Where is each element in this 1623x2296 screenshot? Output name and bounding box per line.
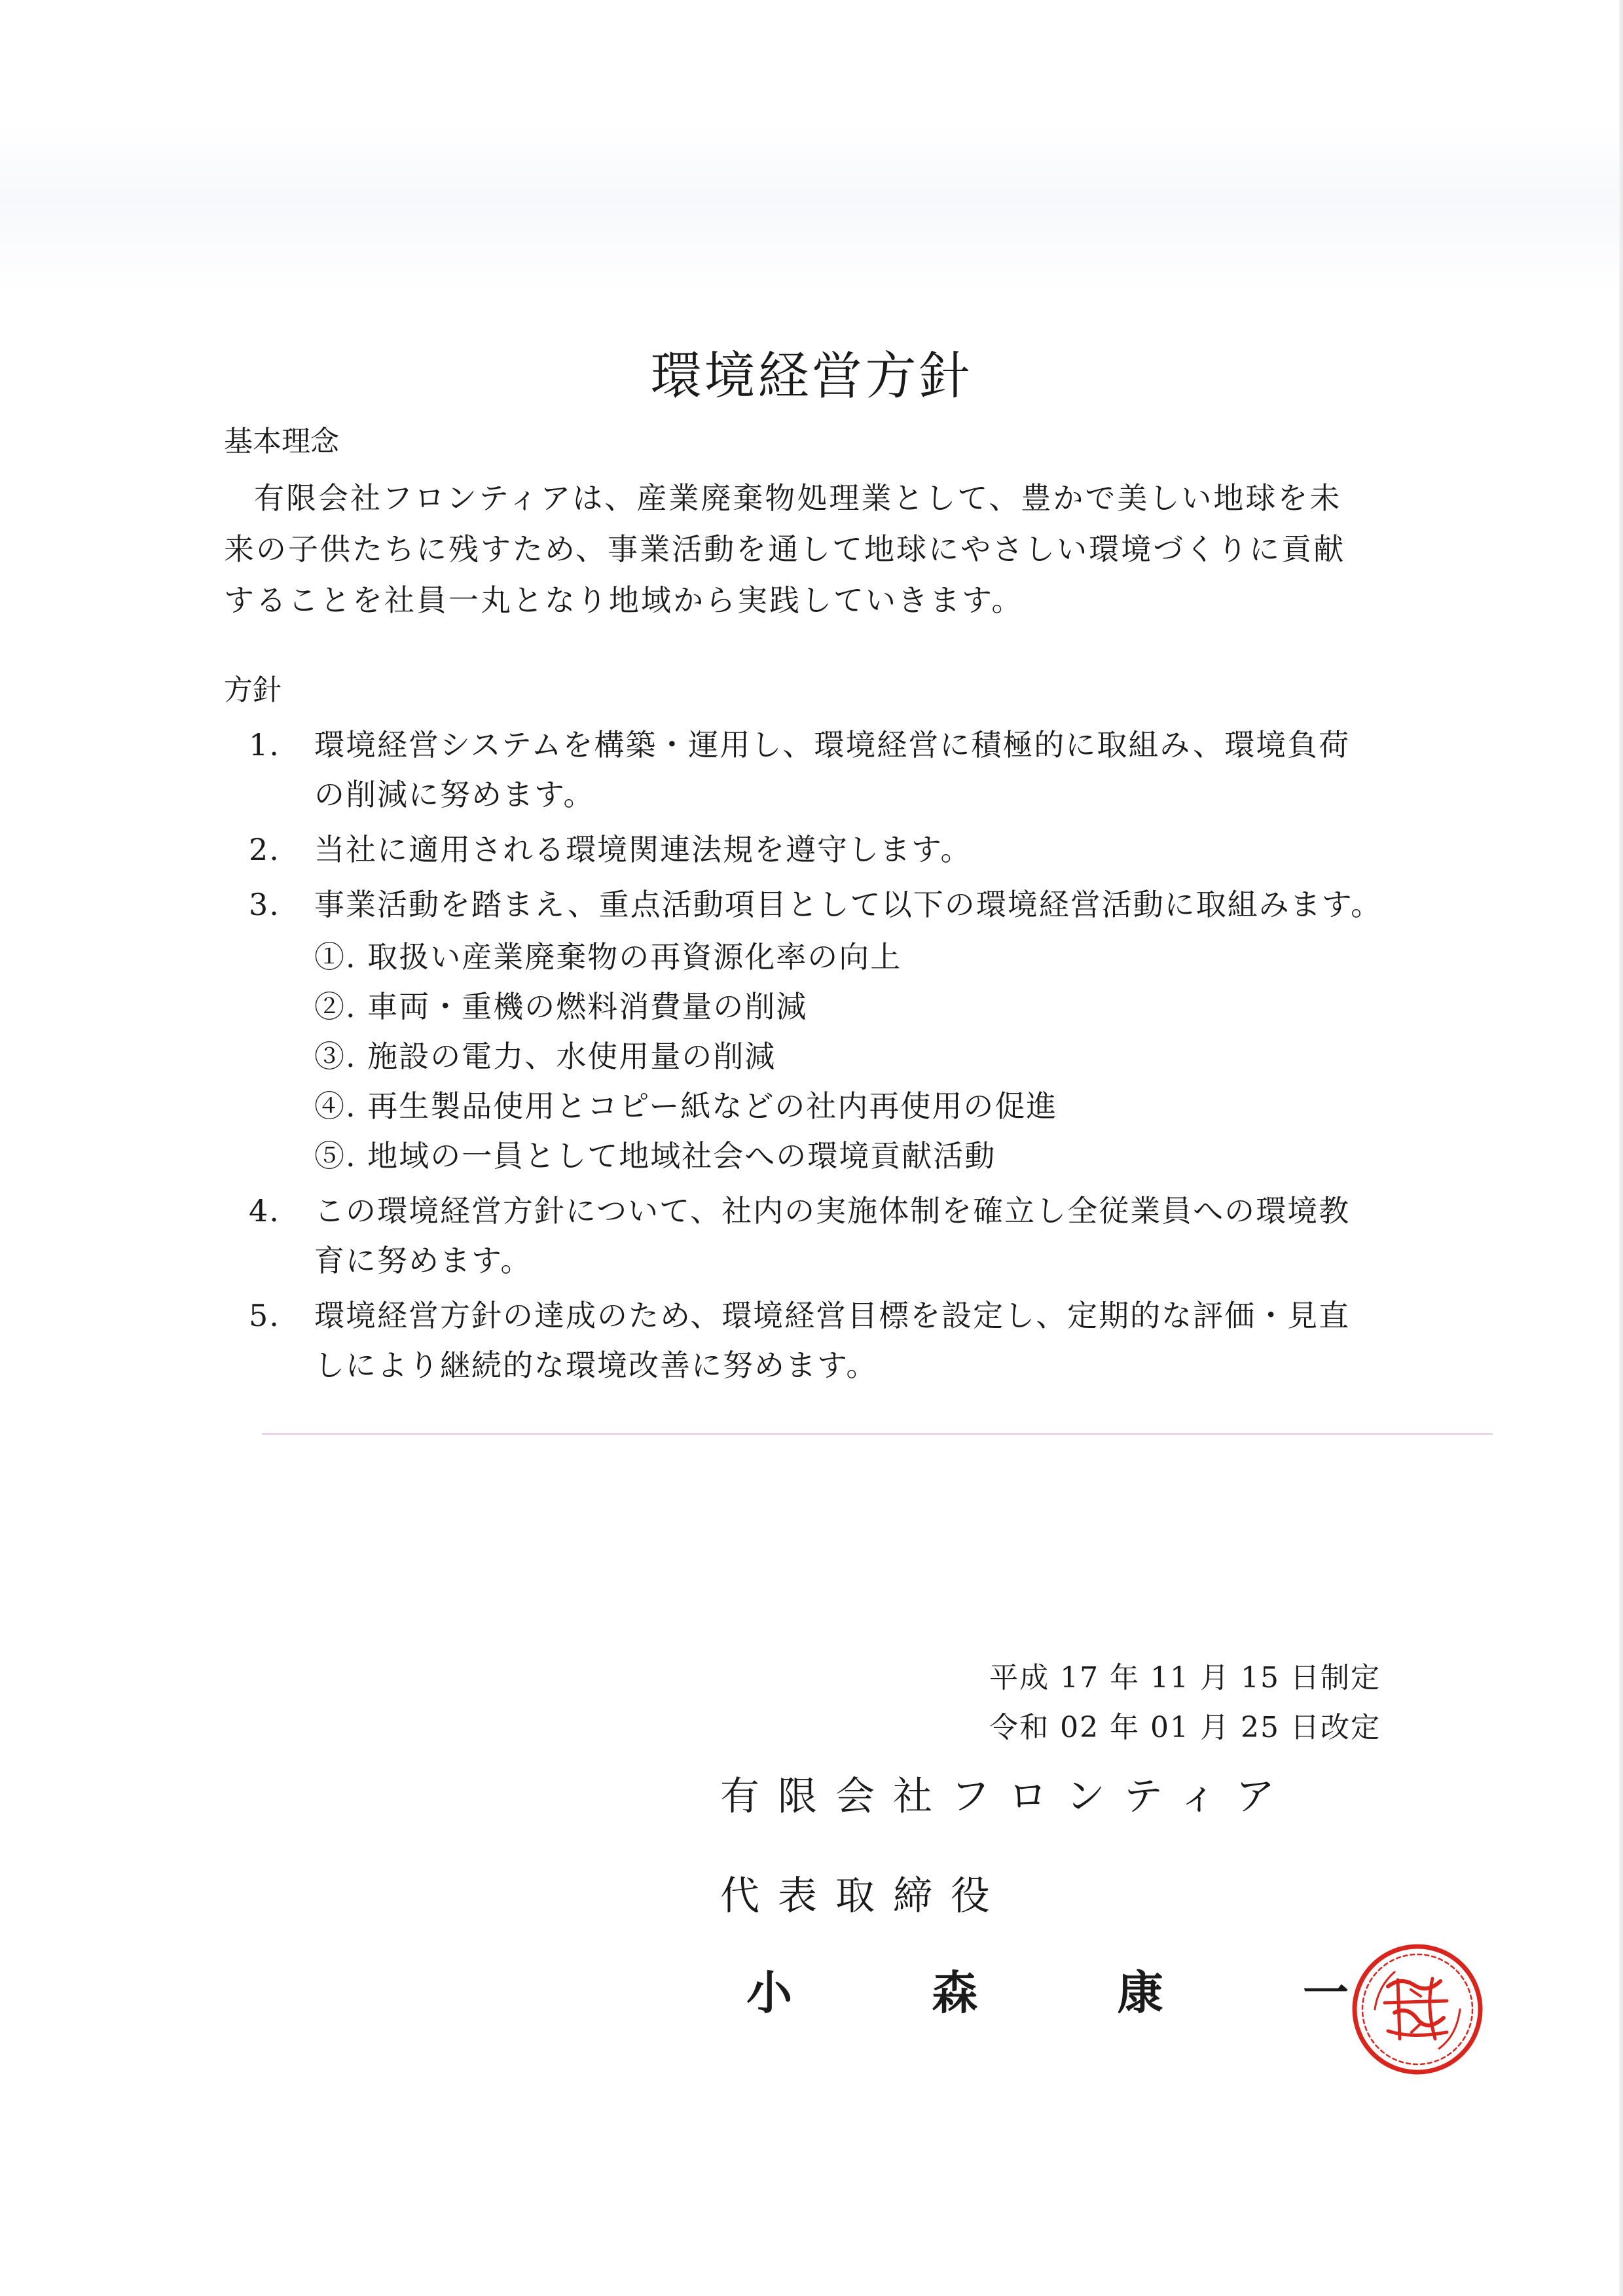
item-number: 2. bbox=[249, 832, 280, 867]
item-number: 3. bbox=[249, 887, 280, 922]
sub-list bbox=[314, 932, 1414, 1181]
policy-item-1 bbox=[249, 720, 1414, 819]
sub-item: ⑤. 地域の一員として地域社会への環境貢献活動 bbox=[314, 1138, 996, 1174]
policy-item-5 bbox=[249, 1291, 1414, 1390]
policy-list bbox=[249, 720, 1414, 1395]
sub-item: ①. 取扱い産業廃棄物の再資源化率の向上 bbox=[314, 939, 902, 975]
item-line: 環境経営方針の達成のため、環境経営目標を設定し、定期的な評価・見直 bbox=[314, 1298, 1351, 1333]
item-line: 育に努めます。 bbox=[314, 1243, 532, 1278]
sub-item: ③. 施設の電力、水使用量の削減 bbox=[314, 1039, 776, 1074]
representative-role: 代表取締役 bbox=[720, 1873, 1008, 1919]
philosophy-heading: 基本理念 bbox=[224, 425, 339, 458]
item-line: この環境経営方針について、社内の実施体制を確立し全従業員への環境教 bbox=[314, 1193, 1351, 1229]
revised-date: 令和 02 年 01 月 25 日改定 bbox=[989, 1711, 1381, 1744]
item-line: の削減に努めます。 bbox=[314, 777, 595, 812]
policy-item-2 bbox=[249, 825, 1414, 874]
policy-heading: 方針 bbox=[224, 673, 282, 707]
item-line: 当社に適用される環境関連法規を遵守します。 bbox=[314, 832, 972, 867]
item-number: 5. bbox=[249, 1298, 280, 1333]
philosophy-paragraph bbox=[224, 473, 1389, 626]
scan-artifact bbox=[0, 124, 1623, 295]
philosophy-line: 有限会社フロンティアは、産業廃棄物処理業として、豊かで美しい地球を未 bbox=[254, 480, 1342, 516]
name-char: 森 bbox=[932, 1965, 978, 2020]
policy-item-3 bbox=[249, 880, 1414, 1181]
policy-item-4 bbox=[249, 1186, 1414, 1285]
name-char: 康 bbox=[1117, 1965, 1163, 2020]
sub-item: ④. 再生製品使用とコピー紙などの社内再使用の促進 bbox=[314, 1088, 1058, 1124]
item-line: 環境経営システムを構築・運用し、環境経営に積極的に取組み、環境負荷 bbox=[314, 727, 1351, 762]
document-title: 環境経営方針 bbox=[650, 347, 973, 406]
item-line: しにより継続的な環境改善に努めます。 bbox=[314, 1348, 878, 1383]
item-number: 4. bbox=[249, 1193, 280, 1229]
name-char: 小 bbox=[746, 1965, 792, 2020]
sub-item: ②. 車両・重機の燃料消費量の削減 bbox=[314, 989, 808, 1024]
representative-name bbox=[746, 1957, 1349, 2029]
item-number: 1. bbox=[249, 727, 280, 762]
philosophy-line: することを社員一丸となり地域から実践していきます。 bbox=[224, 583, 1024, 618]
philosophy-line: 来の子供たちに残すため、事業活動を通して地球にやさしい環境づくりに貢献 bbox=[224, 531, 1346, 567]
name-char: 一 bbox=[1302, 1965, 1349, 2020]
divider bbox=[262, 1433, 1493, 1435]
company-seal-icon bbox=[1349, 1941, 1486, 2078]
company-name: 有限会社フロンティア bbox=[720, 1774, 1294, 1820]
item-line: 事業活動を踏まえ、重点活動項目として以下の環境経営活動に取組みます。 bbox=[314, 887, 1383, 922]
established-date: 平成 17 年 11 月 15 日制定 bbox=[989, 1661, 1381, 1695]
